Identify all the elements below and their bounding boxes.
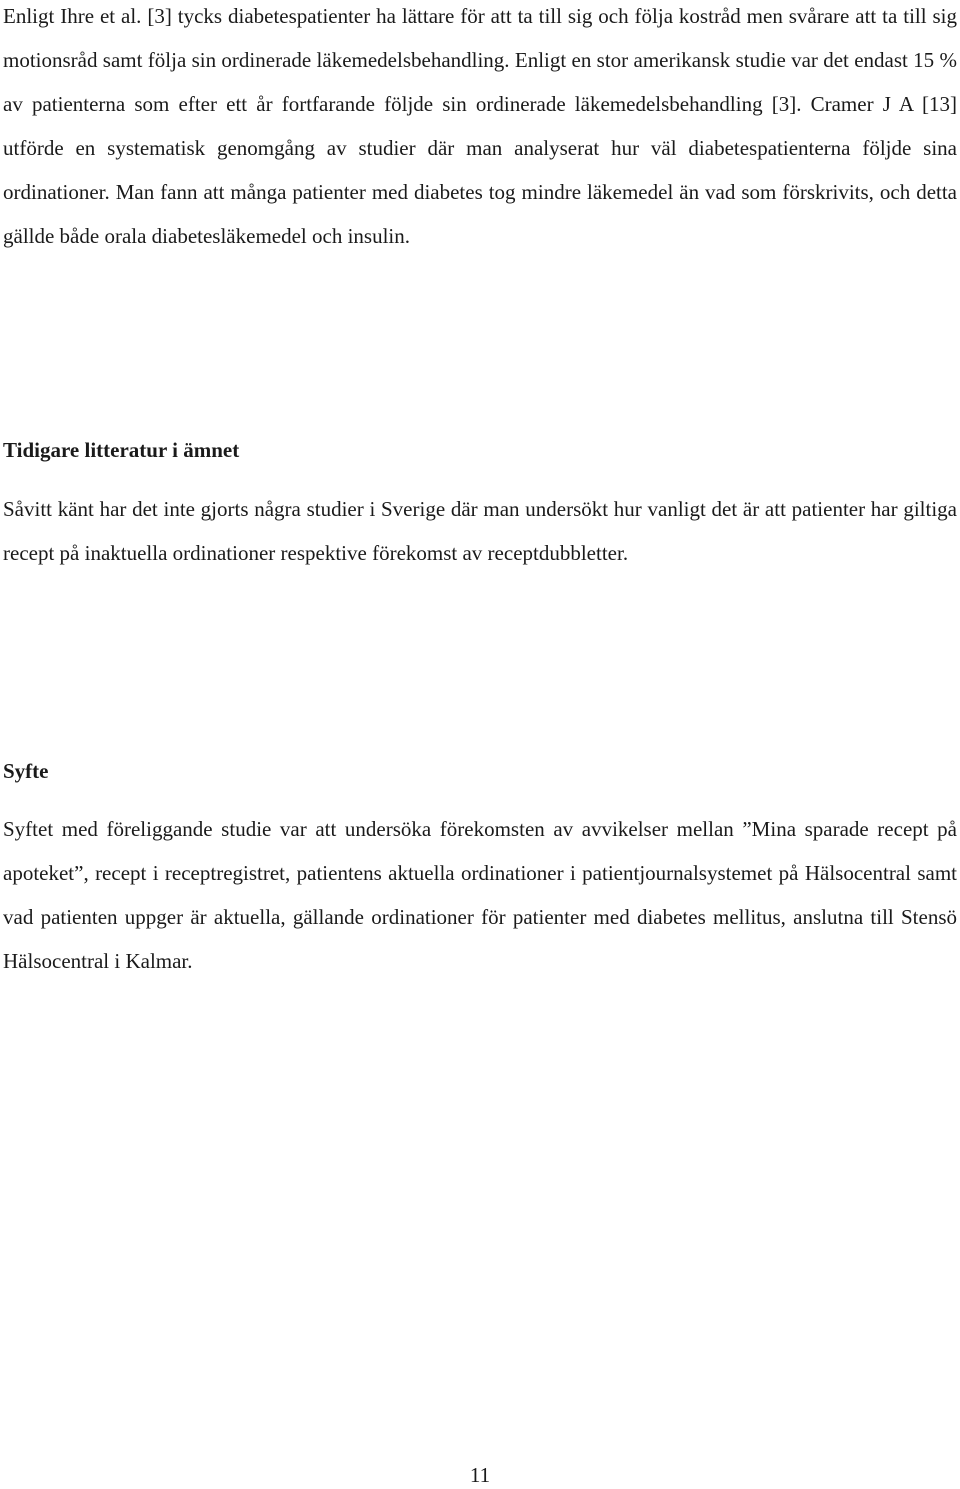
- literature-paragraph: Såvitt känt har det inte gjorts några studier i Sverige där man undersökt hur vanligt det är att patienter har giltiga recept på inaktuella ordinationer respektive förekomst av receptdubbletter.: [3, 497, 957, 565]
- page-number: 11: [469, 1463, 491, 1487]
- purpose-paragraph: Syftet med föreliggande studie var att undersöka förekomsten av avvikelser mellan ”Mina sparade recept på apoteket”, recept i receptregistret, patientens aktuella ordinationer i patientjournalsystemet på Hälsocentral samt vad patienten uppger är aktuella, gällande ordinationer för patienter med diabetes mellitus, anslutna till Stensö Hälsocentral i Kalmar.: [3, 817, 957, 973]
- literature-heading: Tidigare litteratur i ämnet: [3, 438, 240, 462]
- purpose-heading: Syfte: [3, 759, 49, 783]
- intro-paragraph: Enligt Ihre et al. [3] tycks diabetespatienter ha lättare för att ta till sig och följa kostråd men svårare att ta till sig motionsråd samt följa sin ordinerade läkemedelsbehandling. Enligt en stor amerikansk studie var det endast 15 % av patienterna som efter ett år fortfarande följde sin ordinerade läkemedelsbehandling [3]. Cramer J A [13] utförde en systematisk genomgång av studier där man analyserat hur väl diabetespatienterna följde sina ordinationer. Man fann att många patienter med diabetes tog mindre läkemedel än vad som förskrivits, och detta gällde både orala diabetesläkemedel och insulin.: [3, 4, 957, 248]
